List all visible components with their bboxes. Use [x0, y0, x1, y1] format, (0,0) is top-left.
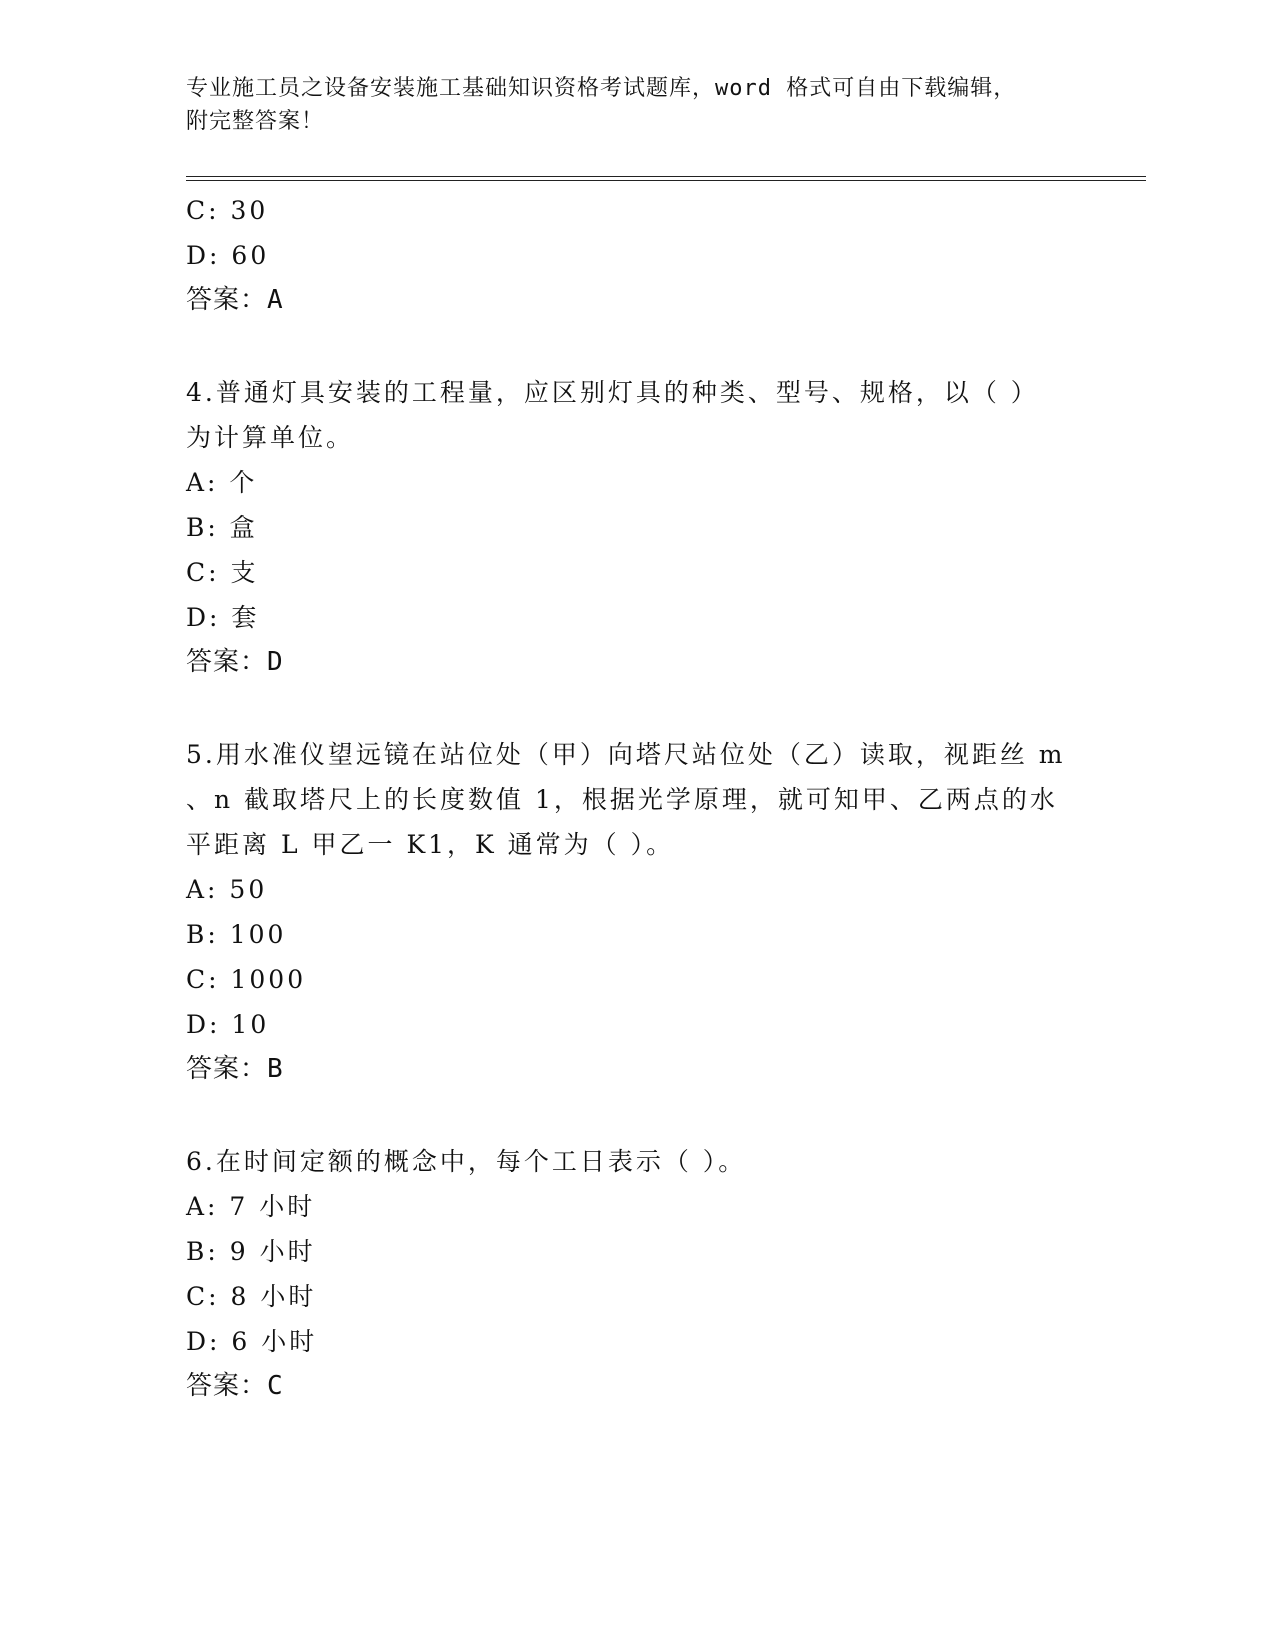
question-line: 为计算单位。	[186, 423, 355, 452]
header-line-2: 附完整答案！	[186, 109, 325, 134]
question-line: 6.在时间定额的概念中，每个工日表示（ ）。	[186, 1147, 747, 1176]
answer-line: 答案：B	[186, 1054, 284, 1084]
option-d: D: 套	[186, 603, 260, 632]
question-line: 4.普通灯具安装的工程量，应区别灯具的种类、型号、规格，以（ ）	[186, 378, 1039, 407]
option-c: C: 8 小时	[186, 1282, 317, 1311]
answer-line: 答案：A	[186, 285, 284, 315]
question-line: 、n 截取塔尺上的长度数值 1，根据光学原理，就可知甲、乙两点的水	[186, 785, 1058, 814]
option-a: A: 50	[186, 875, 268, 904]
question-line: 平距离 L 甲乙一 K1，K 通常为（ ）。	[186, 830, 675, 859]
question-block-4	[186, 370, 1086, 685]
document-body	[186, 188, 1086, 1409]
question-text	[186, 732, 1086, 867]
answer-line: 答案：C	[186, 1371, 284, 1401]
option-d: D: 10	[186, 1010, 270, 1039]
option-c: C: 30	[186, 196, 269, 225]
option-b: B: 盒	[186, 513, 258, 542]
question-block-6	[186, 1139, 1086, 1409]
option-a: A: 个	[186, 468, 258, 497]
option-d: D: 6 小时	[186, 1327, 318, 1356]
option-b: B: 100	[186, 920, 287, 949]
option-d: D: 60	[186, 241, 270, 270]
question-block-3-continued	[186, 188, 1086, 323]
question-text	[186, 370, 1086, 460]
option-c: C: 1000	[186, 965, 307, 994]
question-text	[186, 1139, 1086, 1184]
header-divider	[186, 176, 1146, 181]
question-block-5	[186, 732, 1086, 1092]
question-line: 5.用水准仪望远镜在站位处（甲）向塔尺站位处（乙）读取，视距丝 m	[186, 740, 1066, 769]
option-b: B: 9 小时	[186, 1237, 316, 1266]
page-header	[186, 72, 1086, 138]
answer-line: 答案：D	[186, 647, 284, 677]
option-a: A: 7 小时	[186, 1192, 316, 1221]
header-line-1: 专业施工员之设备安装施工基础知识资格考试题库，word 格式可自由下载编辑，	[186, 76, 1017, 101]
option-c: C: 支	[186, 558, 259, 587]
